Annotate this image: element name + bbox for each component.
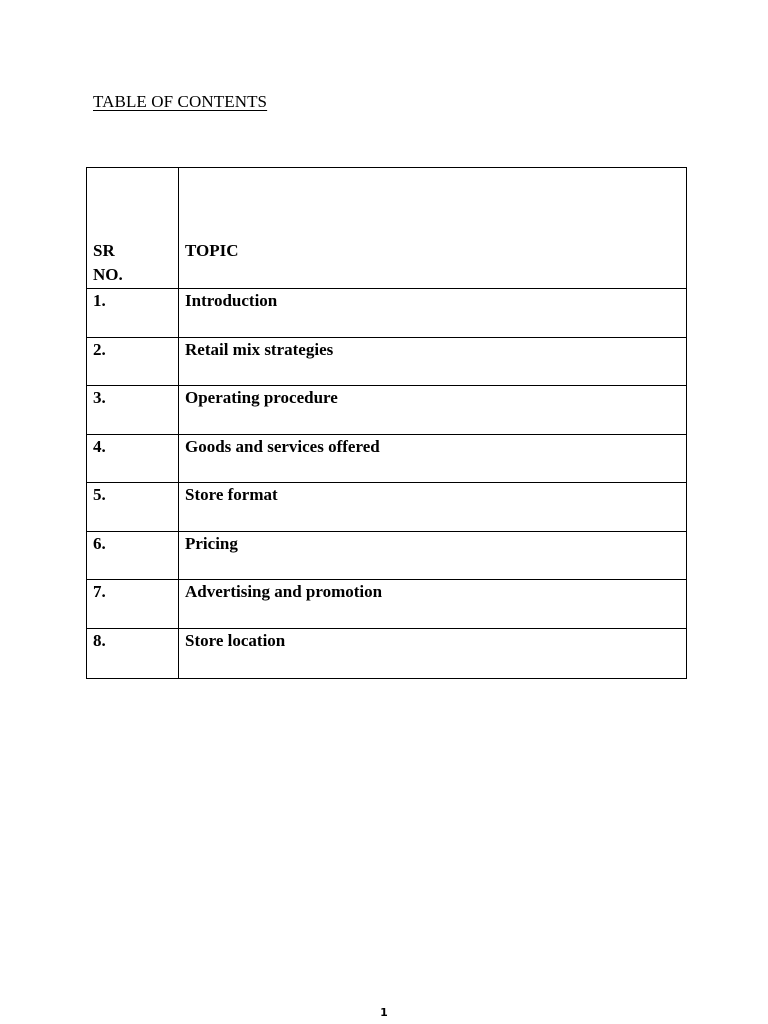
topic-cell: Advertising and promotion: [179, 580, 687, 629]
column-header-sr-line2: NO.: [93, 265, 123, 284]
sr-no-cell: 7.: [87, 580, 179, 629]
topic-cell: Goods and services offered: [179, 434, 687, 483]
table-row: [87, 628, 687, 678]
topic-cell: Introduction: [179, 289, 687, 338]
sr-no-cell: 4.: [87, 434, 179, 483]
table-row: [87, 434, 687, 483]
page-title: TABLE OF CONTENTS: [93, 92, 268, 111]
table-row: [87, 386, 687, 435]
table-row: [87, 337, 687, 386]
topic-cell: Retail mix strategies: [179, 337, 687, 386]
table-row: [87, 580, 687, 629]
toc-table: [86, 167, 687, 679]
table-header-row: [87, 168, 687, 289]
topic-cell: Store location: [179, 628, 687, 678]
column-header-sr-line1: SR: [93, 241, 115, 260]
topic-cell: Store format: [179, 483, 687, 532]
table-row: [87, 289, 687, 338]
sr-no-cell: 1.: [87, 289, 179, 338]
sr-no-cell: 3.: [87, 386, 179, 435]
sr-no-cell: 5.: [87, 483, 179, 532]
sr-no-cell: 2.: [87, 337, 179, 386]
column-header-topic: TOPIC: [179, 168, 687, 289]
sr-no-cell: 8.: [87, 628, 179, 678]
page-number: 1: [380, 1006, 388, 1019]
column-header-sr-no: [87, 168, 179, 289]
topic-cell: Operating procedure: [179, 386, 687, 435]
table-row: [87, 531, 687, 580]
topic-cell: Pricing: [179, 531, 687, 580]
sr-no-cell: 6.: [87, 531, 179, 580]
table-row: [87, 483, 687, 532]
